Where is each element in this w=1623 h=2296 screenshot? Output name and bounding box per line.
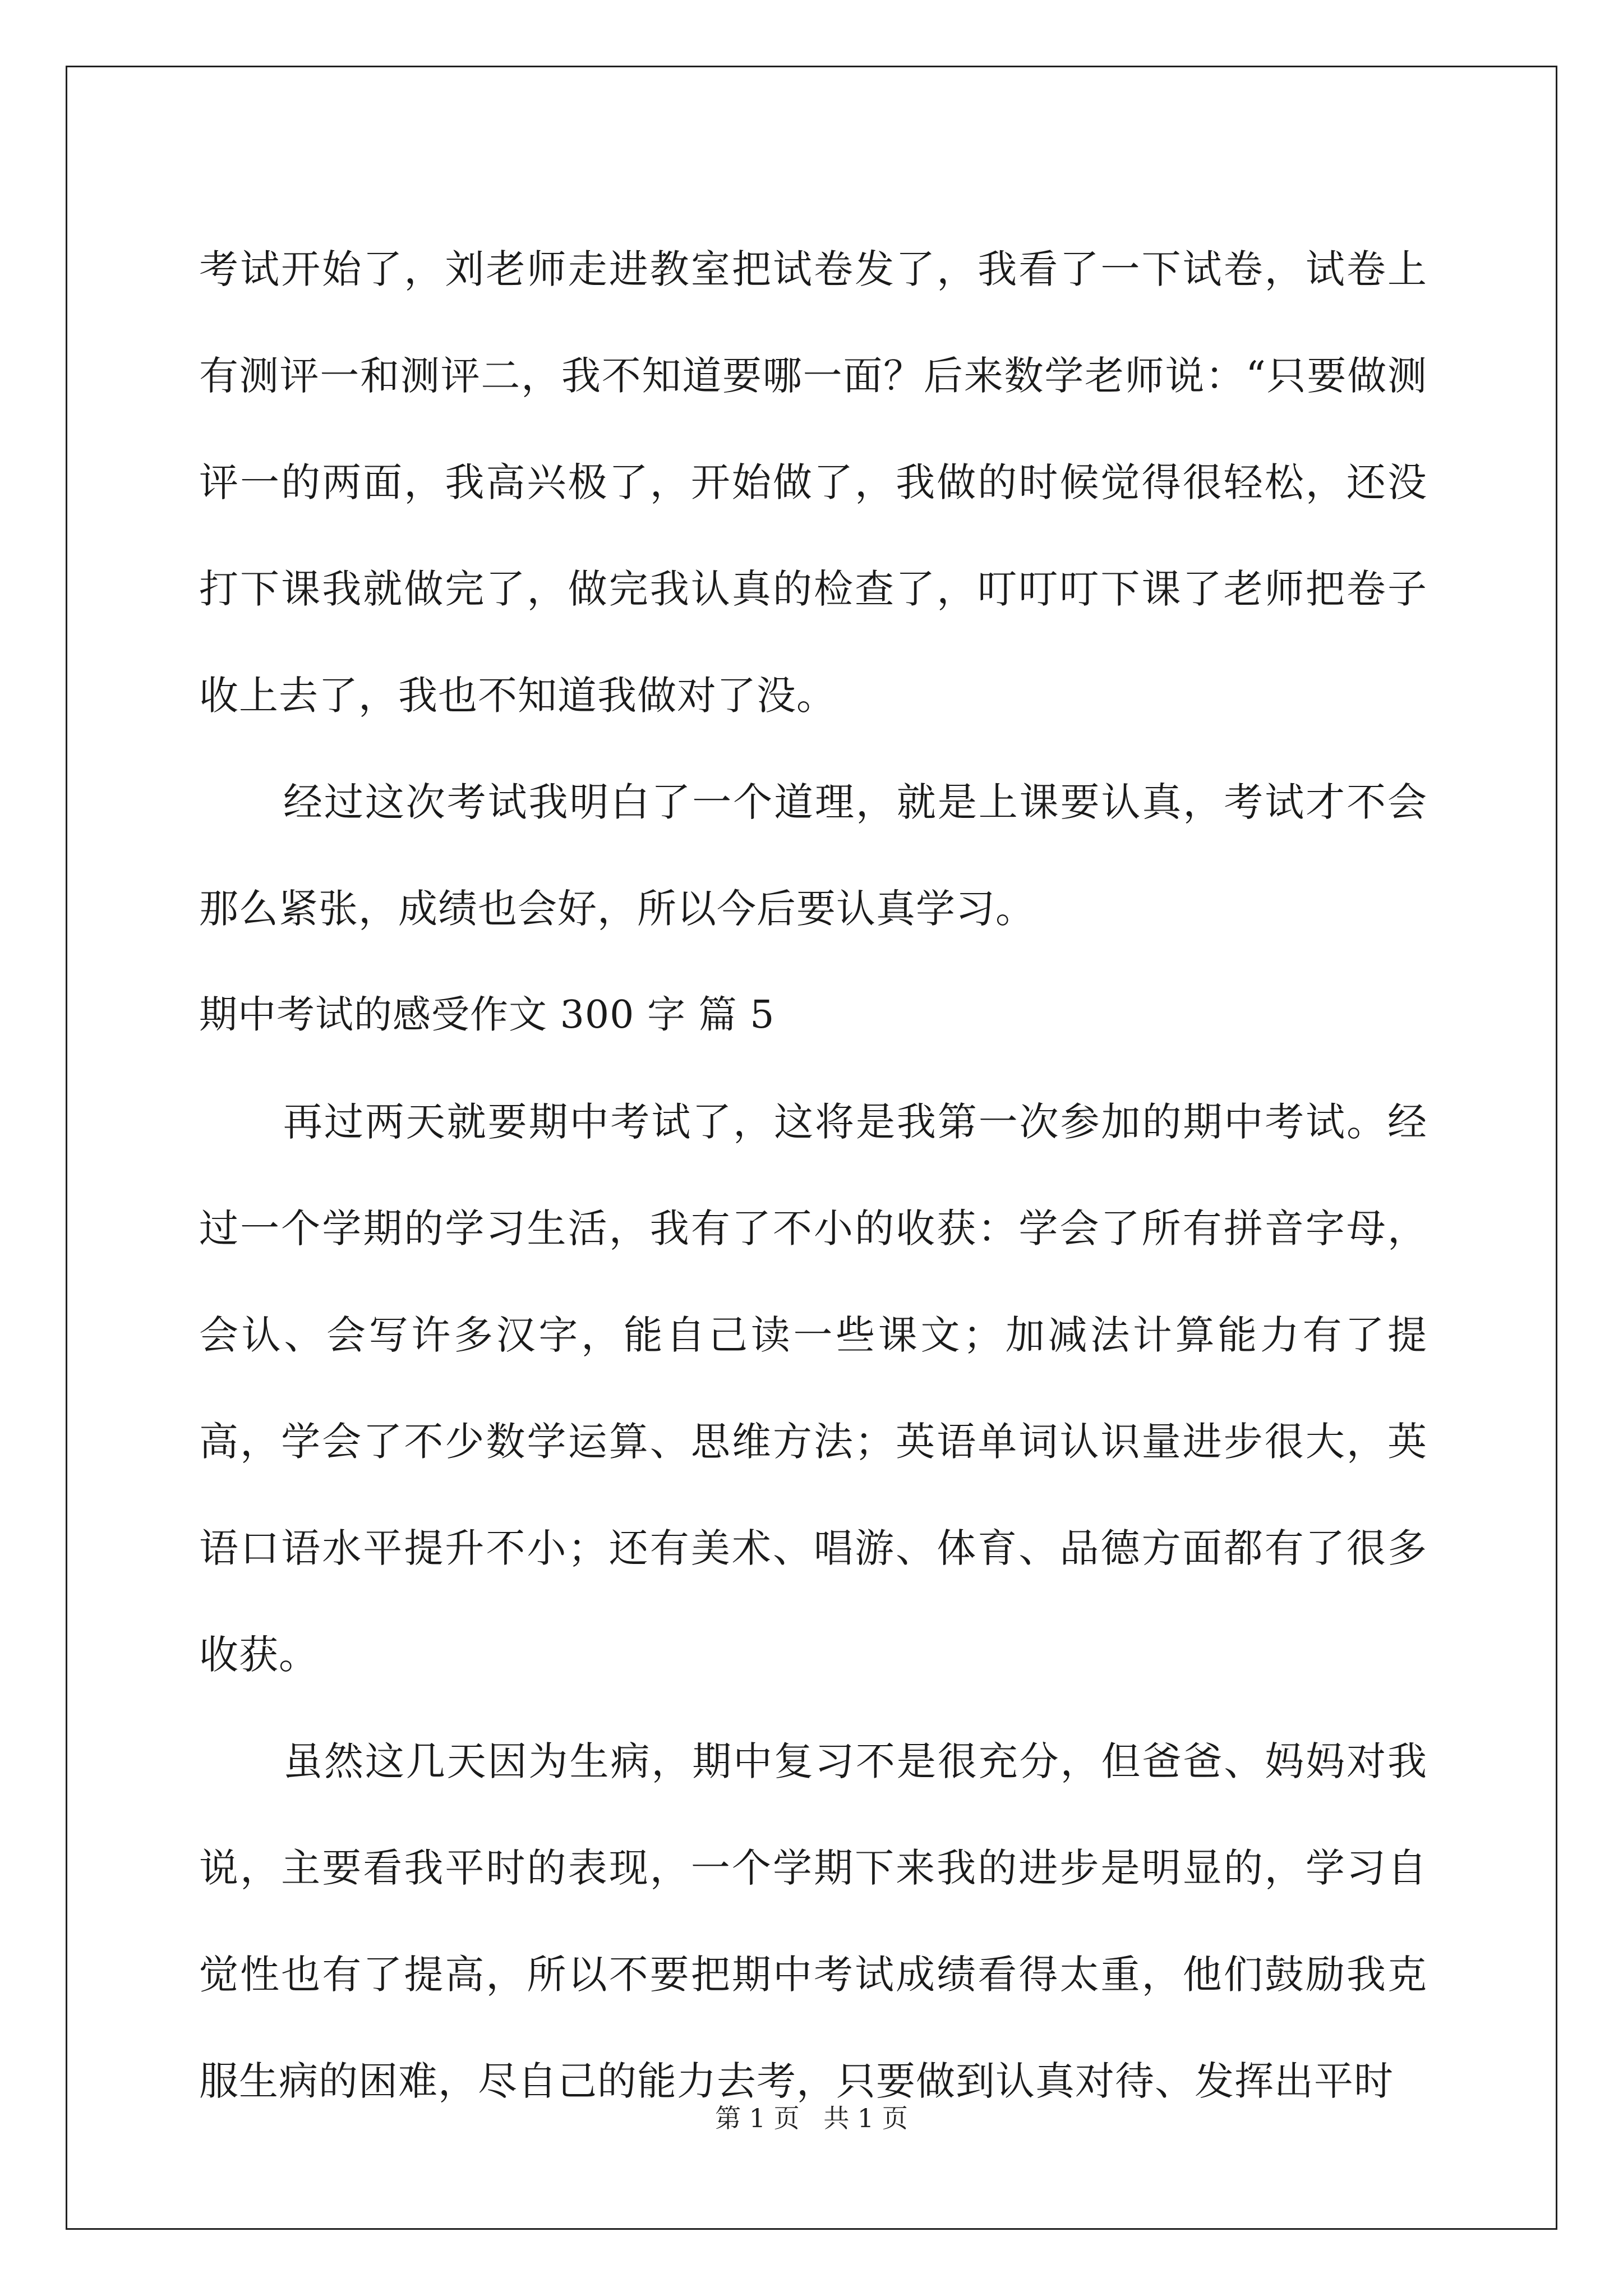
page-number: 第 1 页 [715,2103,800,2133]
page-total: 共 1 页 [823,2103,908,2133]
paragraph-3: 再过两天就要期中考试了，这将是我第一次参加的期中考试。经过一个学期的学习生活，我有了不小的收获：学会了所有拼音字母，会认、会写许多汉字，能自己读一些课文；加减法计算能力有了提高，学会了不少数学运算、思维方法；英语单词认识量进步很大，英语口语水平提升不小；还有美术、唱游、体育、品德方面都有了很多收获。 [199,1099,1427,1678]
section-heading: 期中考试的感受作文 300 字 篇 5 [199,993,775,1037]
document-body [199,216,1427,2134]
paragraph-4: 虽然这几天因为生病，期中复习不是很充分，但爸爸、妈妈对我说，主要看我平时的表现，一个学期下来我的进步是明显的，学习自觉性也有了提高，所以不要把期中考试成绩看得太重，他们鼓励我克服生病的困难，尽自己的能力去考，只要做到认真对待、发挥出平时 [199,1738,1427,2104]
paragraph-2: 经过这次考试我明白了一个道理，就是上课要认真，考试才不会那么紧张，成绩也会好，所以今后要认真学习。 [199,779,1427,932]
page-footer [0,2098,1623,2135]
paragraph-1: 考试开始了，刘老师走进教室把试卷发了，我看了一下试卷，试卷上有测评一和测评二，我不知道要哪一面？后来数学老师说：“只要做测评一的两面，我高兴极了，开始做了，我做的时候觉得很轻松，还没打下课我就做完了，做完我认真的检查了，叮叮叮下课了老师把卷子收上去了，我也不知道我做对了没。 [199,246,1427,719]
